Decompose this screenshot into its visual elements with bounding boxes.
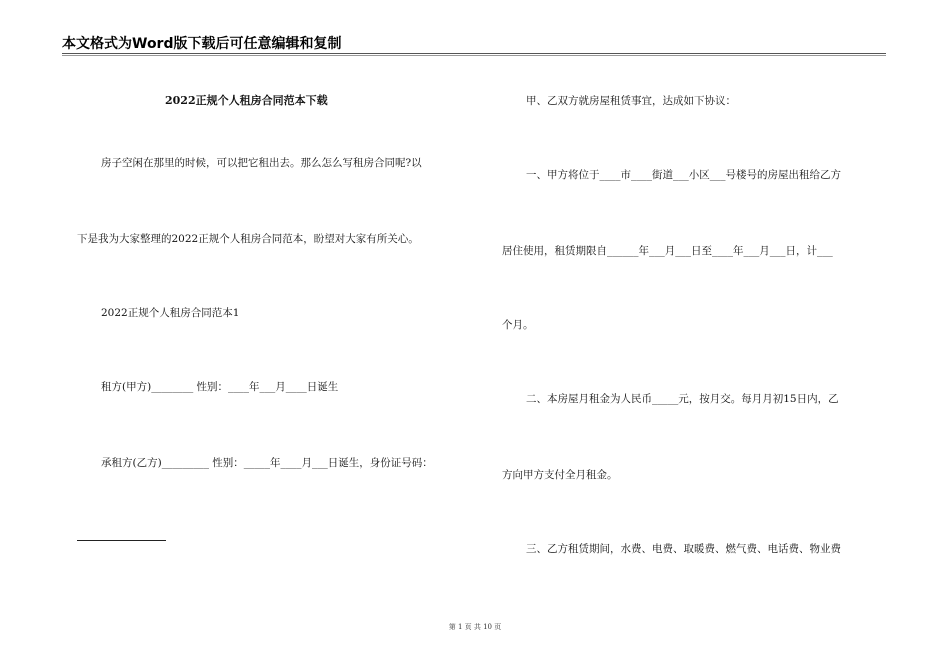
document-header: 本文格式为Word版下载后可任意编辑和复制 xyxy=(62,36,342,52)
intro-line-2: 下是我为大家整理的2022正规个人租房合同范本，盼望对大家有所关心。 xyxy=(77,233,419,245)
header-rule-secondary xyxy=(62,55,886,56)
id-number-blank xyxy=(77,540,166,541)
lessee-line: 承租方(乙方)_________ 性别：_____年____月___日诞生，身份证号码： xyxy=(101,457,433,469)
clause-1-line-2: 居住使用，租赁期限自______年___月___日至____年___月___日，计___ xyxy=(502,245,833,257)
clause-1-line-3: 个月。 xyxy=(502,319,534,331)
page-number: 第 1 页 共 10 页 xyxy=(448,623,502,631)
intro-line-1: 房子空闲在那里的时候，可以把它租出去。那么怎么写租房合同呢?以 xyxy=(101,157,422,169)
section-heading: 2022正规个人租房合同范本1 xyxy=(101,307,240,319)
lessor-line: 租方(甲方)________ 性别：____年___月____日诞生 xyxy=(101,381,339,393)
clause-3-line-1: 三、乙方租赁期间，水费、电费、取暖费、燃气费、电话费、物业费 xyxy=(526,543,841,555)
clause-2-line-1: 二、本房屋月租金为人民币_____元，按月交。每月月初15日内，乙 xyxy=(526,393,839,405)
clause-1-line-1: 一、甲方将位于____市____街道___小区___号楼号的房屋出租给乙方 xyxy=(526,169,841,181)
document-title: 2022正规个人租房合同范本下载 xyxy=(165,94,328,107)
clause-2-line-2: 方向甲方支付全月租金。 xyxy=(502,469,618,481)
header-rule xyxy=(62,53,886,54)
agreement-line: 甲、乙双方就房屋租赁事宜，达成如下协议： xyxy=(526,95,736,107)
